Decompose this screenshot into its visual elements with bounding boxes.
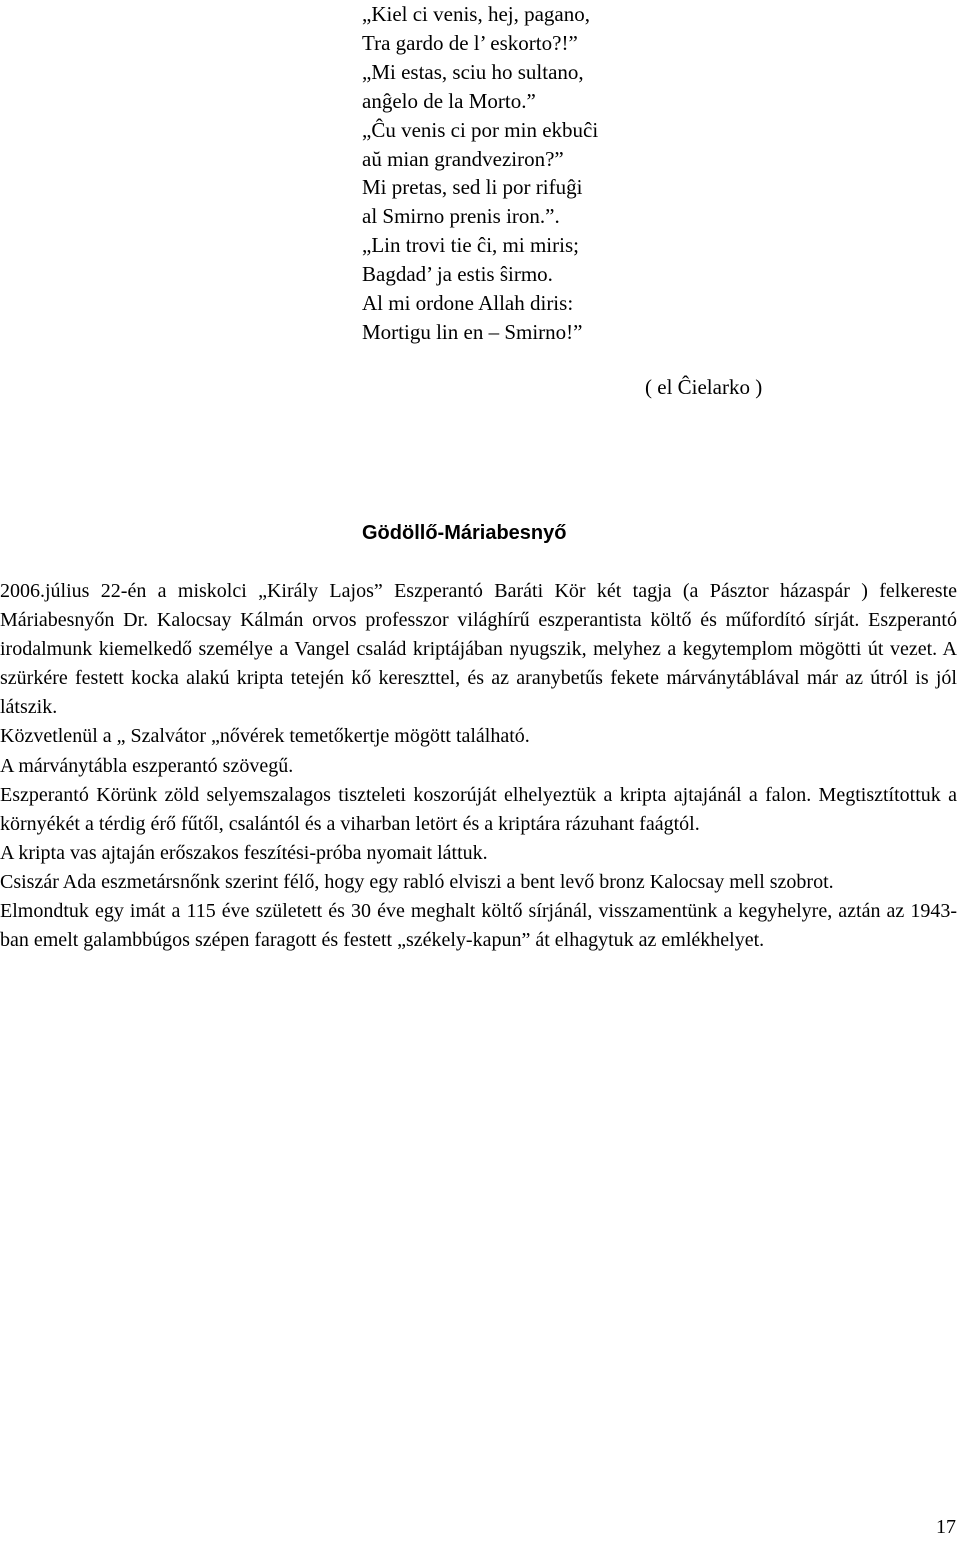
paragraph: 2006.július 22-én a miskolci „Király Lajos” Eszperantó Baráti Kör két tagja (a Pásztor házaspár ) felkereste Máriabesnyőn Dr. Kalocsay Kálmán orvos professzor világhírű eszperantista költő és műfordító sírját. Eszperantó irodalmunk kiemelkedő személye a Vangel család kriptájában nyugszik, melyhez a kegytemplom mögötti út vezet. A szürkére festett kocka alakú kripta tetején kő kereszttel, és az aranybetűs fekete márványtáblával már az útról is jól látszik. (0, 580, 957, 719)
poem-line: „Ĉu venis ci por min ekbuĉi (362, 117, 599, 142)
poem-line: Mi pretas, sed li por rifuĝi (362, 175, 583, 200)
poem-line: „Mi estas, sciu ho sultano, (362, 59, 584, 84)
poem-source: ( el Ĉielarko ) (645, 375, 763, 399)
poem-line: Al mi ordone Allah diris: (362, 291, 574, 316)
poem-line: al Smirno prenis iron.”. (362, 204, 560, 229)
paragraph: Elmondtuk egy imát a 115 éve született és 30 éve meghalt költő sírjánál, visszamentünk a kegyhelyre, aztán az 1943-ban emelt galambbúgos szépen faragott és festett „székely-kapun” át elhagytuk az emlékhelyet. (0, 900, 957, 952)
paragraph: Csiszár Ada eszmetársnőnk szerint félő, hogy egy rabló elviszi a bent levő bronz Kalocsay mell szobrot. (0, 870, 834, 893)
poem-line: „Lin trovi tie ĉi, mi miris; (362, 233, 579, 258)
poem-line: Tra gardo de l’ eskorto?!” (362, 30, 578, 55)
poem-line: Bagdad’ ja estis ŝirmo. (362, 262, 553, 287)
paragraph: Közvetlenül a „ Szalvátor „nővérek temetőkertje mögött található. (0, 725, 530, 748)
page-number: 17 (936, 1516, 956, 1538)
paragraph: A márványtábla eszperantó szövegű. (0, 754, 294, 777)
section-heading: Gödöllő-Máriabesnyő (362, 522, 567, 544)
paragraph: A kripta vas ajtaján erőszakos feszítési-próba nyomait láttuk. (0, 841, 488, 864)
poem-line: Mortigu lin en – Smirno!” (362, 319, 583, 344)
paragraph: Eszperantó Körünk zöld selyemszalagos tiszteleti koszorúját elhelyeztük a kripta ajtajánál a falon. Megtisztítottuk a környékét a térdig érő fűtől, csalántól és a viharban letört és a kriptára rázuhant faágtól. (0, 783, 957, 835)
poem-line: aŭ mian grandveziron?” (362, 146, 564, 171)
poem-line: „Kiel ci venis, hej, pagano, (362, 2, 591, 26)
poem (362, 0, 922, 347)
article-body (0, 577, 957, 955)
poem-line: anĝelo de la Morto.” (362, 88, 536, 113)
